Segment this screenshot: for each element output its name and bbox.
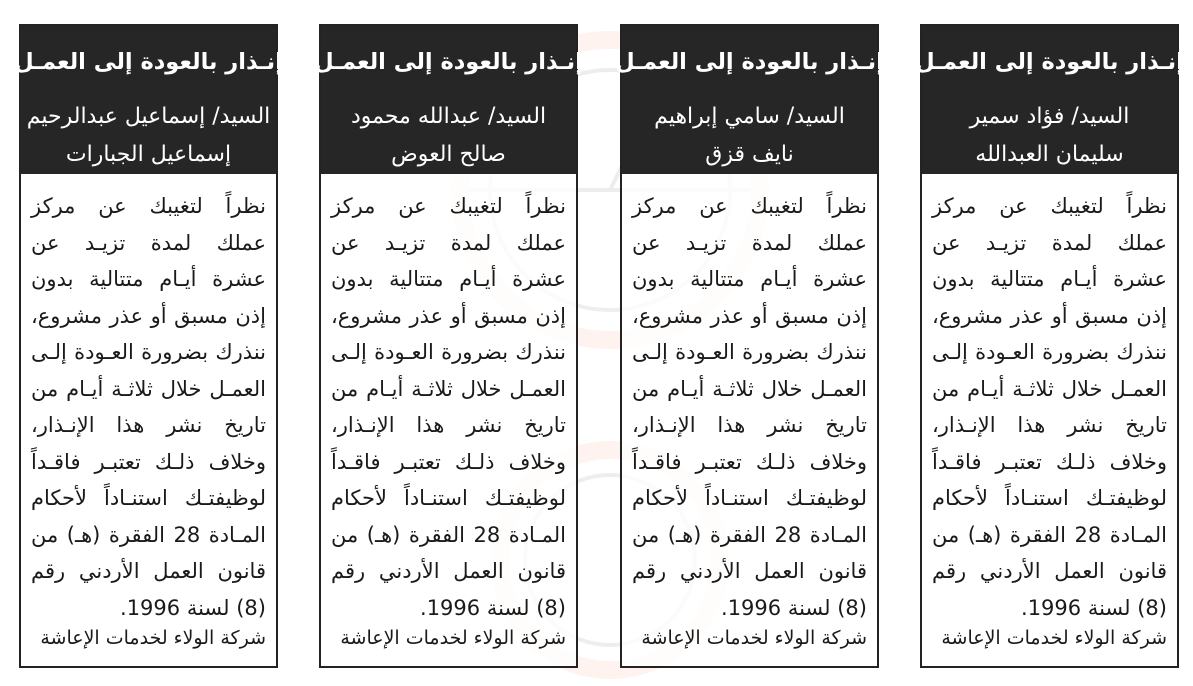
notice-signature: شركة الولاء لخدمات الإعاشة bbox=[941, 627, 1167, 649]
notice-card bbox=[615, 24, 884, 668]
notice-header bbox=[14, 26, 283, 174]
notice-name-line2: نايف قزق bbox=[705, 142, 794, 167]
notice-name-line1: السيد/ فؤاد سمير bbox=[969, 104, 1130, 129]
notice-title: إنـذار بالعودة إلى العمـل bbox=[14, 49, 283, 75]
notice-header bbox=[915, 26, 1184, 174]
notice-card bbox=[314, 24, 583, 668]
notice-signature: شركة الولاء لخدمات الإعاشة bbox=[340, 627, 566, 649]
notice-body: نظراً لتغيبك عن مركز عملك لمدة تزيـد عن عشرة أيـام متتالية بدون إذن مسبق أو عذر مشروع، ننذرك بضرورة العـودة إلـى العمـل خلال ثلاثـة أيـام من تاريخ نشر هذا الإنـذار، وخلاف ذلـك تعتبـر فاقـداً لوظيفتـك استنـاداً لأحكام المـادة 28 الفقرة (هـ) من قانون العمل الأردني رقم (8) لسنة 1996. bbox=[31, 194, 266, 620]
notice-header bbox=[615, 26, 884, 174]
notice-title: إنـذار بالعودة إلى العمـل bbox=[314, 49, 583, 75]
notice-name-line1: السيد/ عبدالله محمود bbox=[350, 104, 547, 129]
notice-name-line2: سليمان العبدالله bbox=[975, 142, 1124, 167]
notice-card bbox=[915, 24, 1184, 668]
notice-body: نظراً لتغيبك عن مركز عملك لمدة تزيـد عن عشرة أيـام متتالية بدون إذن مسبق أو عذر مشروع، ننذرك بضرورة العـودة إلـى العمـل خلال ثلاثـة أيـام من تاريخ نشر هذا الإنـذار، وخلاف ذلـك تعتبـر فاقـداً لوظيفتـك استنـاداً لأحكام المـادة 28 الفقرة (هـ) من قانون العمل الأردني رقم (8) لسنة 1996. bbox=[331, 194, 566, 620]
notice-signature: شركة الولاء لخدمات الإعاشة bbox=[641, 627, 867, 649]
notice-name-line1: السيد/ سامي إبراهيم bbox=[654, 104, 845, 129]
notice-name-line2: إسماعيل الجبارات bbox=[65, 142, 232, 167]
notice-card bbox=[14, 24, 283, 668]
notice-header bbox=[314, 26, 583, 174]
notice-body: نظراً لتغيبك عن مركز عملك لمدة تزيـد عن عشرة أيـام متتالية بدون إذن مسبق أو عذر مشروع، ننذرك بضرورة العـودة إلـى العمـل خلال ثلاثـة أيـام من تاريخ نشر هذا الإنـذار، وخلاف ذلـك تعتبـر فاقـداً لوظيفتـك استنـاداً لأحكام المـادة 28 الفقرة (هـ) من قانون العمل الأردني رقم (8) لسنة 1996. bbox=[632, 194, 867, 620]
notice-body: نظراً لتغيبك عن مركز عملك لمدة تزيـد عن عشرة أيـام متتالية بدون إذن مسبق أو عذر مشروع، ننذرك بضرورة العـودة إلـى العمـل خلال ثلاثـة أيـام من تاريخ نشر هذا الإنـذار، وخلاف ذلـك تعتبـر فاقـداً لوظيفتـك استنـاداً لأحكام المـادة 28 الفقرة (هـ) من قانون العمل الأردني رقم (8) لسنة 1996. bbox=[932, 194, 1167, 620]
notice-name-line2: صالح العوض bbox=[391, 142, 506, 167]
notice-signature: شركة الولاء لخدمات الإعاشة bbox=[40, 627, 266, 649]
notice-name-line1: السيد/ إسماعيل عبدالرحيم bbox=[26, 104, 271, 129]
notice-title: إنـذار بالعودة إلى العمـل bbox=[915, 49, 1184, 75]
notice-title: إنـذار بالعودة إلى العمـل bbox=[615, 49, 884, 75]
